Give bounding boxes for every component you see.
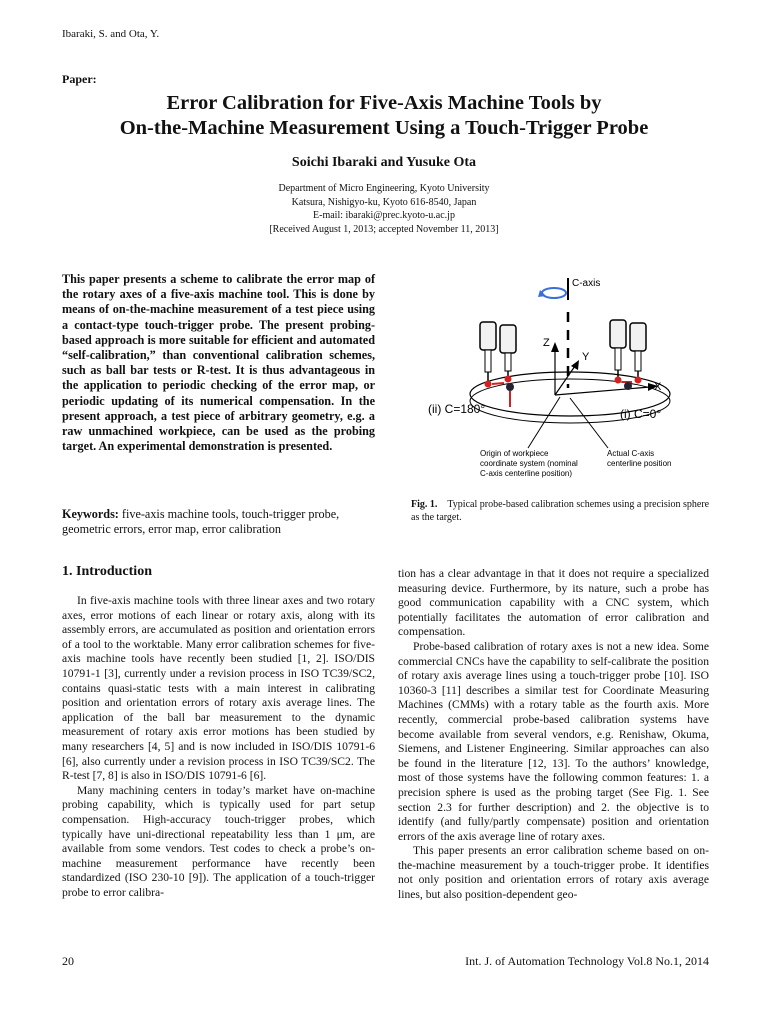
title-line-2: On-the-Machine Measurement Using a Touch-Trigger Probe [119,117,649,139]
left-paragraph-2: Many machining centers in today’s market have on-machine probing capability, which is typically used for part setup compensation. High-accuracy touch-trigger probes, which typically have uni-directional repeatability less than 1 μm, are available from some vendors. Test codes to check a probe’s on-machine measurement performance have recently been standardized (ISO 230-10 [9]). The application of a touch-trigger probe to error calibra- [62,783,375,899]
label-c180: (ii) C=180° [428,402,486,416]
probe-right-outer [630,323,646,384]
page-number: 20 [62,954,74,968]
right-column [398,567,709,903]
label-c0: (i) C=0° [620,407,662,421]
y-arrowhead-icon [571,360,579,370]
abstract: This paper presents a scheme to calibrate the error map of the rotary axes of a five-axis machine tool. This is done by means of on-the-machine measurement of a test piece using a contact-type touch-trigger probe. The present probing-based approach is more suitable for efficient and automated “self-calibration,” than conventional calibration schemes, such as ball bar tests or R-test. It is thus advantageous in the application to periodic checking of the error map, or periodic updating of its numerical compensation. In the present approach, a test piece of arbitrary geometry, e.g. a raw unmachined workpiece, can be used as the probing target. An experimental demonstration is presented. [62,272,375,454]
affiliation [0,182,768,236]
origin-label-3: C-axis centerline position) [480,469,573,478]
actual-label-1: Actual C-axis [607,449,655,458]
x-label: X [654,381,662,393]
z-arrowhead-icon [551,342,559,352]
left-paragraph-1: In five-axis machine tools with three linear axes and two rotary axes, error motions of each linear or rotary axis, along with its assembly errors, are accumulated as position and orientation errors of a tool to the worktable. Many error calibration schemes for five-axis machine tools have recently been studied [1, 2]. ISO/DIS 10791-1 [3], currently under a revision process in ISO TC39/SC2, contains quasi-static tests with a main interest in calibrating position and orientation errors of rotary axis average lines. The application of the ball bar measurement to the dynamic measurement of rotary axis error motions has been studied by many researchers [4, 5] and is now included in ISO/DIS 10791-6 [6], also currently under a revision process in ISO TC39/SC2. The R-test [7, 8] is also in ISO/DIS 10791-6 [6]. [62,594,375,783]
keywords-text: five-axis machine tools, touch-trigger probe, geometric errors, error map, error calibration [62,507,340,537]
y-axis-line [555,366,575,395]
affiliation-address: Katsura, Nishigyo-ku, Kyoto 616-8540, Japan [291,196,477,208]
z-label: Z [543,337,550,349]
actual-label-2: centerline position [607,459,672,468]
journal-footer: Int. J. of Automation Technology Vol.8 No.1, 2014 [465,954,709,968]
origin-label-1: Origin of workpiece [480,449,549,458]
figure-1-caption-text: Typical probe-based calibration schemes using a precision sphere as the target. [411,499,710,523]
figure-1-number: Fig. 1. [411,499,438,510]
right-paragraph-3: This paper presents an error calibration scheme based on on-the-machine measurement by a touch-trigger probe. It identifies not only position and orientation errors of rotary axis average lines, but also position-dependent geo- [398,844,709,902]
section-heading-introduction: 1. Introduction [62,564,152,579]
c-axis-label: C-axis [572,278,601,289]
x-axis-line [555,387,650,395]
figure-1-diagram [400,270,710,485]
keywords-label: Keywords: [62,507,119,521]
left-column [62,594,375,900]
authors: Soichi Ibaraki and Yusuke Ota [291,155,477,170]
keywords [62,507,375,537]
arrow-left [492,383,504,384]
paper-label: Paper: [62,72,97,86]
origin-label-2: coordinate system (nominal [480,459,578,468]
sphere-left [506,383,514,391]
sphere-right [624,382,632,390]
received-dates: [Received August 1, 2013; accepted November 11, 2013] [269,223,499,235]
probe-left-outer [480,322,496,388]
affiliation-email: E-mail: ibaraki@prec.kyoto-u.ac.jp [313,210,455,221]
y-label: Y [582,351,590,363]
title-line-1: Error Calibration for Five-Axis Machine Tools by [166,92,602,114]
paper-title [40,91,728,141]
right-paragraph-2: Probe-based calibration of rotary axes is not a new idea. Some commercial CNCs have the capability to self-calibrate the position of rotary axis average lines using a touch-trigger probe [10]. ISO 10360-3 [11] describes a similar test for Coordinate Measuring Machines (CMMs) with a rotary table as the fourth axis. More recently, commercial probe-based calibration systems have become available from several vendors, e.g. Renishaw, Okuma, Siemens, and Listener Engineering. Similar approaches can also be found in the literature [12, 13]. To the authors’ knowledge, most of those systems have the following common features: 1. a precision sphere is used as the probing target (See Fig. 1. See section 2.3 for further description) and 2. the objective is to identify (and fully/partly compensate) position and orientation errors of the axis average line of rotary axes. [398,639,709,843]
figure-1 [400,270,710,485]
probe-left-inner [500,325,516,383]
right-paragraph-1: tion has a clear advantage in that it does not require a specialized measuring device. Furthermore, by its nature, such a probe has good communication capability with a CNC system, which potentially facilitates the automation of error calibration and compensation. [398,567,709,639]
rotation-arrow-icon [542,288,566,298]
figure-1-caption [411,498,711,524]
running-head: Ibaraki, S. and Ota, Y. [62,28,160,40]
affiliation-dept: Department of Micro Engineering, Kyoto University [278,183,490,194]
